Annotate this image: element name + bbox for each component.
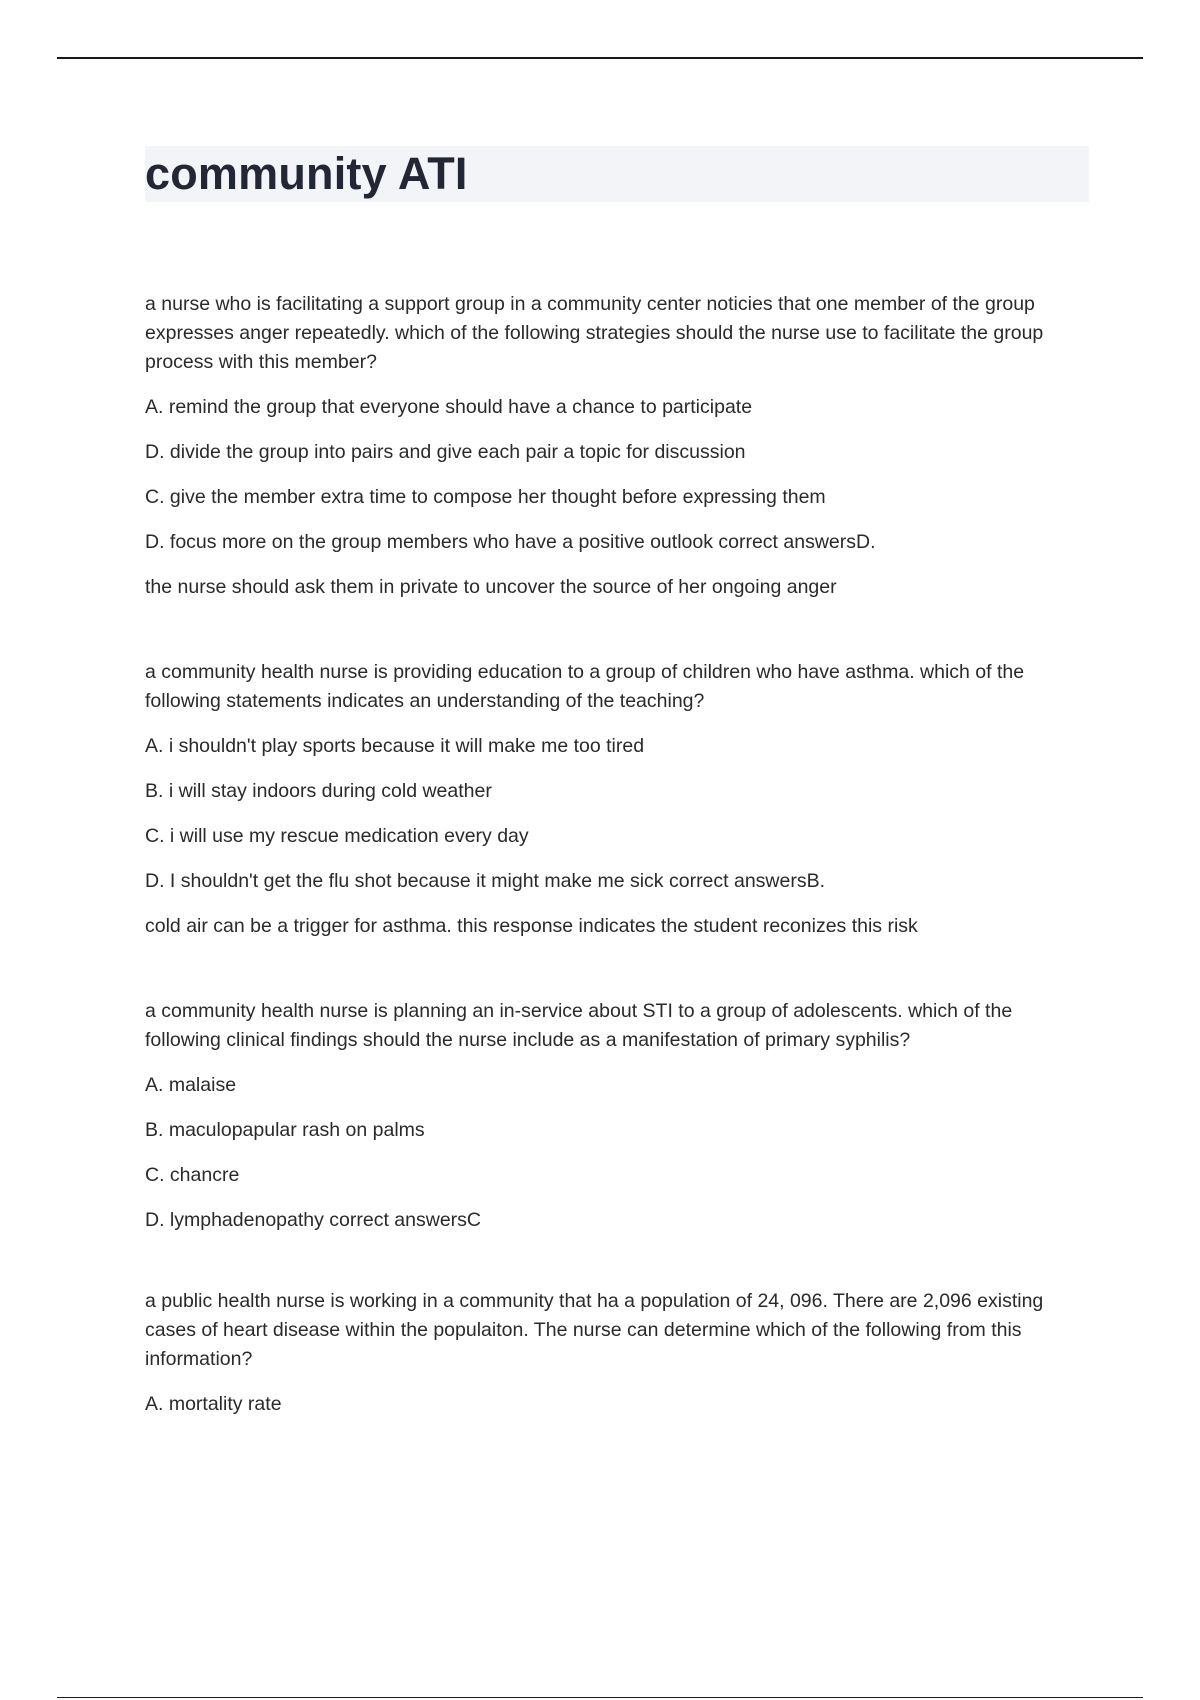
answer-option: A. mortality rate	[145, 1393, 282, 1415]
answer-option: A. malaise	[145, 1074, 237, 1096]
answer-option: B. i will stay indoors during cold weather	[145, 780, 492, 802]
question-block-1	[145, 290, 1090, 602]
question-text: a public health nurse is working in a community that ha a population of 24, 096. There are 2,096 existing cases of heart disease within the populaiton. The nurse can determine which of the following from this information?	[145, 1290, 1044, 1370]
rationale-text: the nurse should ask them in private to uncover the source of her ongoing anger	[145, 576, 837, 598]
question-block-2	[145, 658, 1090, 941]
top-rule	[57, 57, 1143, 59]
answer-option-with-key: D. I shouldn't get the flu shot because it might make me sick correct answersB.	[145, 870, 826, 892]
question-block-4	[145, 1287, 1090, 1419]
question-text: a community health nurse is providing education to a group of children who have asthma. which of the following statements indicates an understanding of the teaching?	[145, 661, 1025, 712]
answer-option-with-key: D. focus more on the group members who have a positive outlook correct answersD.	[145, 531, 876, 553]
document-body	[145, 290, 1090, 1471]
bottom-rule	[57, 1697, 1143, 1698]
answer-option: C. i will use my rescue medication every day	[145, 825, 529, 847]
rationale-text: cold air can be a trigger for asthma. this response indicates the student reconizes this risk	[145, 915, 918, 937]
answer-option: A. remind the group that everyone should have a chance to participate	[145, 396, 753, 418]
page-title: community ATI	[145, 148, 468, 199]
answer-option-with-key: D. lymphadenopathy correct answersC	[145, 1209, 481, 1231]
question-text: a nurse who is facilitating a support group in a community center noticies that one member of the group expresses anger repeatedly. which of the following strategies should the nurse use to facilitate the group process with this member?	[145, 293, 1044, 373]
question-block-3	[145, 997, 1090, 1235]
answer-option: D. divide the group into pairs and give each pair a topic for discussion	[145, 441, 746, 463]
answer-option: B. maculopapular rash on palms	[145, 1119, 425, 1141]
question-text: a community health nurse is planning an in-service about STI to a group of adolescents. which of the following clinical findings should the nurse include as a manifestation of primary syphilis?	[145, 1000, 1013, 1051]
answer-option: C. give the member extra time to compose her thought before expressing them	[145, 486, 826, 508]
answer-option: A. i shouldn't play sports because it will make me too tired	[145, 735, 645, 757]
answer-option: C. chancre	[145, 1164, 240, 1186]
